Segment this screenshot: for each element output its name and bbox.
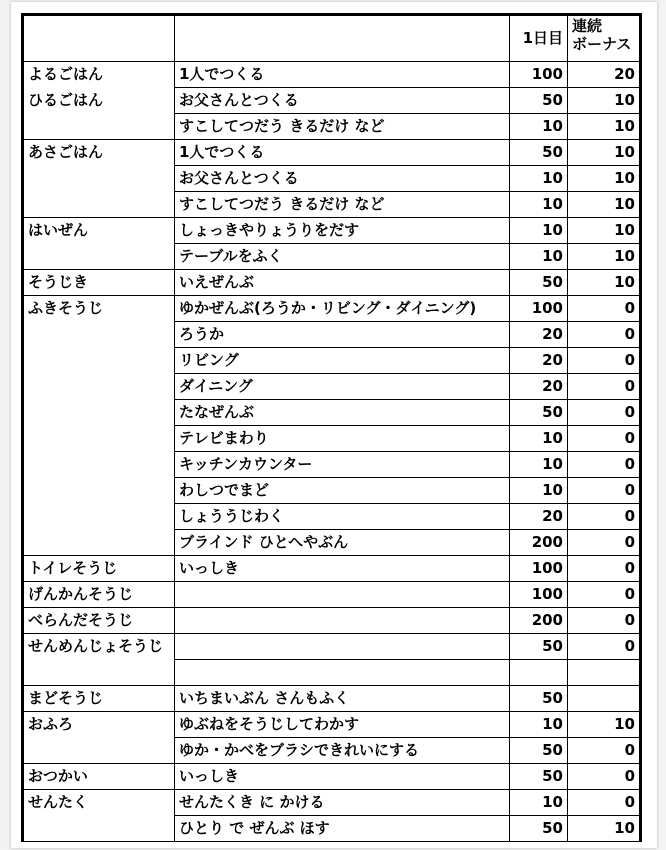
table-row (23, 504, 641, 530)
table-row (23, 192, 641, 218)
bonus-points-cell: 0 (568, 530, 641, 556)
description-cell: 1人でつくる (175, 62, 510, 88)
bonus-points-cell: 10 (568, 816, 641, 842)
table-row (23, 374, 641, 400)
table-row (23, 296, 641, 322)
table-row (23, 556, 641, 582)
description-cell (175, 608, 510, 634)
day1-points-cell: 100 (510, 556, 568, 582)
day1-points-cell: 200 (510, 530, 568, 556)
category-cell (23, 504, 175, 530)
description-cell: ひとり で ぜんぶ ほす (175, 816, 510, 842)
day1-points-cell: 50 (510, 140, 568, 166)
day1-points-cell: 20 (510, 504, 568, 530)
day1-points-cell: 50 (510, 764, 568, 790)
table-row (23, 660, 641, 686)
header-bonus (568, 15, 641, 62)
bonus-points-cell: 0 (568, 764, 641, 790)
description-cell: たなぜんぶ (175, 400, 510, 426)
header-row (23, 15, 641, 62)
table-row (23, 218, 641, 244)
description-cell: すこしてつだう きるだけ など (175, 114, 510, 140)
bonus-points-cell: 20 (568, 62, 641, 88)
category-cell: べらんだそうじ (23, 608, 175, 634)
description-cell: いっしき (175, 764, 510, 790)
header-description (175, 15, 510, 62)
description-cell: テーブルをふく (175, 244, 510, 270)
bonus-points-cell: 0 (568, 608, 641, 634)
category-cell (23, 192, 175, 218)
table-row (23, 140, 641, 166)
table-row (23, 582, 641, 608)
day1-points-cell: 20 (510, 322, 568, 348)
bonus-points-cell (568, 686, 641, 712)
day1-points-cell: 50 (510, 270, 568, 296)
bonus-points-cell: 10 (568, 712, 641, 738)
table-row (23, 270, 641, 296)
category-cell: まどそうじ (23, 686, 175, 712)
category-cell (23, 348, 175, 374)
bonus-points-cell: 0 (568, 374, 641, 400)
table-row (23, 686, 641, 712)
category-cell: おつかい (23, 764, 175, 790)
category-cell: あさごはん (23, 140, 175, 166)
category-cell (23, 478, 175, 504)
category-cell (23, 400, 175, 426)
bonus-points-cell: 0 (568, 400, 641, 426)
category-cell (23, 816, 175, 842)
day1-points-cell: 10 (510, 166, 568, 192)
bonus-points-cell: 10 (568, 218, 641, 244)
description-cell: 1人でつくる (175, 140, 510, 166)
table-row (23, 790, 641, 816)
bonus-points-cell: 10 (568, 88, 641, 114)
day1-points-cell: 50 (510, 400, 568, 426)
bonus-points-cell: 0 (568, 452, 641, 478)
chore-points-table (21, 13, 642, 842)
bonus-points-cell: 0 (568, 426, 641, 452)
description-cell: お父さんとつくる (175, 88, 510, 114)
category-cell: ふきそうじ (23, 296, 175, 322)
table-row (23, 426, 641, 452)
table-row (23, 88, 641, 114)
description-cell: ブラインド ひとへやぶん (175, 530, 510, 556)
category-cell (23, 244, 175, 270)
bonus-points-cell: 0 (568, 790, 641, 816)
day1-points-cell: 50 (510, 816, 568, 842)
category-cell (23, 426, 175, 452)
category-cell: ひるごはん (23, 88, 175, 114)
category-cell (23, 660, 175, 686)
description-cell (175, 582, 510, 608)
bonus-points-cell: 0 (568, 348, 641, 374)
table-row (23, 608, 641, 634)
table-row (23, 712, 641, 738)
table-row (23, 816, 641, 842)
table-row (23, 764, 641, 790)
table-row (23, 244, 641, 270)
table-row (23, 478, 641, 504)
bonus-points-cell: 0 (568, 322, 641, 348)
day1-points-cell: 50 (510, 738, 568, 764)
bonus-points-cell: 0 (568, 296, 641, 322)
description-cell: しょううじわく (175, 504, 510, 530)
description-cell: ゆか・かべをブラシできれいにする (175, 738, 510, 764)
day1-points-cell: 50 (510, 634, 568, 660)
table-row (23, 634, 641, 660)
day1-points-cell: 10 (510, 426, 568, 452)
day1-points-cell: 10 (510, 192, 568, 218)
table-row (23, 400, 641, 426)
category-cell: トイレそうじ (23, 556, 175, 582)
table-row (23, 738, 641, 764)
day1-points-cell: 20 (510, 374, 568, 400)
description-cell: ダイニング (175, 374, 510, 400)
bonus-points-cell: 10 (568, 192, 641, 218)
bonus-points-cell: 0 (568, 582, 641, 608)
category-cell (23, 452, 175, 478)
description-cell: キッチンカウンター (175, 452, 510, 478)
description-cell: いちまいぶん さんもふく (175, 686, 510, 712)
header-day1: 1日目 (510, 15, 568, 62)
category-cell (23, 114, 175, 140)
day1-points-cell: 10 (510, 478, 568, 504)
table-row (23, 322, 641, 348)
description-cell: テレビまわり (175, 426, 510, 452)
day1-points-cell: 50 (510, 686, 568, 712)
table-row (23, 62, 641, 88)
category-cell: はいぜん (23, 218, 175, 244)
bonus-points-cell: 0 (568, 738, 641, 764)
bonus-points-cell: 10 (568, 114, 641, 140)
day1-points-cell: 200 (510, 608, 568, 634)
description-cell (175, 660, 510, 686)
table-row (23, 348, 641, 374)
description-cell: ろうか (175, 322, 510, 348)
day1-points-cell: 10 (510, 712, 568, 738)
bonus-points-cell: 0 (568, 504, 641, 530)
bonus-points-cell (568, 660, 641, 686)
description-cell (175, 634, 510, 660)
category-cell: せんたく (23, 790, 175, 816)
day1-points-cell: 10 (510, 790, 568, 816)
day1-points-cell: 20 (510, 348, 568, 374)
table-row (23, 452, 641, 478)
category-cell: そうじき (23, 270, 175, 296)
category-cell (23, 374, 175, 400)
day1-points-cell: 10 (510, 452, 568, 478)
category-cell: せんめんじょそうじ (23, 634, 175, 660)
category-cell (23, 166, 175, 192)
bonus-points-cell: 0 (568, 478, 641, 504)
description-cell: いっしき (175, 556, 510, 582)
description-cell: ゆかぜんぶ(ろうか・リビング・ダイニング) (175, 296, 510, 322)
day1-points-cell: 10 (510, 218, 568, 244)
description-cell: ゆぶねをそうじしてわかす (175, 712, 510, 738)
header-bonus-text: 連続 ボーナス (572, 17, 632, 53)
category-cell: よるごはん (23, 62, 175, 88)
day1-points-cell: 50 (510, 88, 568, 114)
category-cell (23, 322, 175, 348)
bonus-points-cell: 10 (568, 244, 641, 270)
description-cell: いえぜんぶ (175, 270, 510, 296)
day1-points-cell: 100 (510, 296, 568, 322)
bonus-points-cell: 10 (568, 270, 641, 296)
description-cell: お父さんとつくる (175, 166, 510, 192)
category-cell: げんかんそうじ (23, 582, 175, 608)
table-row (23, 166, 641, 192)
category-cell (23, 738, 175, 764)
category-cell (23, 530, 175, 556)
description-cell: せんたくき に かける (175, 790, 510, 816)
description-cell: わしつでまど (175, 478, 510, 504)
day1-points-cell: 100 (510, 582, 568, 608)
header-category (23, 15, 175, 62)
day1-points-cell: 100 (510, 62, 568, 88)
description-cell: リビング (175, 348, 510, 374)
table-row (23, 114, 641, 140)
day1-points-cell: 10 (510, 114, 568, 140)
bonus-points-cell: 0 (568, 556, 641, 582)
day1-points-cell: 10 (510, 244, 568, 270)
description-cell: しょっきやりょうりをだす (175, 218, 510, 244)
bonus-points-cell: 10 (568, 166, 641, 192)
category-cell: おふろ (23, 712, 175, 738)
spreadsheet-page (11, 2, 657, 848)
bonus-points-cell: 10 (568, 140, 641, 166)
bonus-points-cell: 0 (568, 634, 641, 660)
day1-points-cell (510, 660, 568, 686)
description-cell: すこしてつだう きるだけ など (175, 192, 510, 218)
table-row (23, 530, 641, 556)
